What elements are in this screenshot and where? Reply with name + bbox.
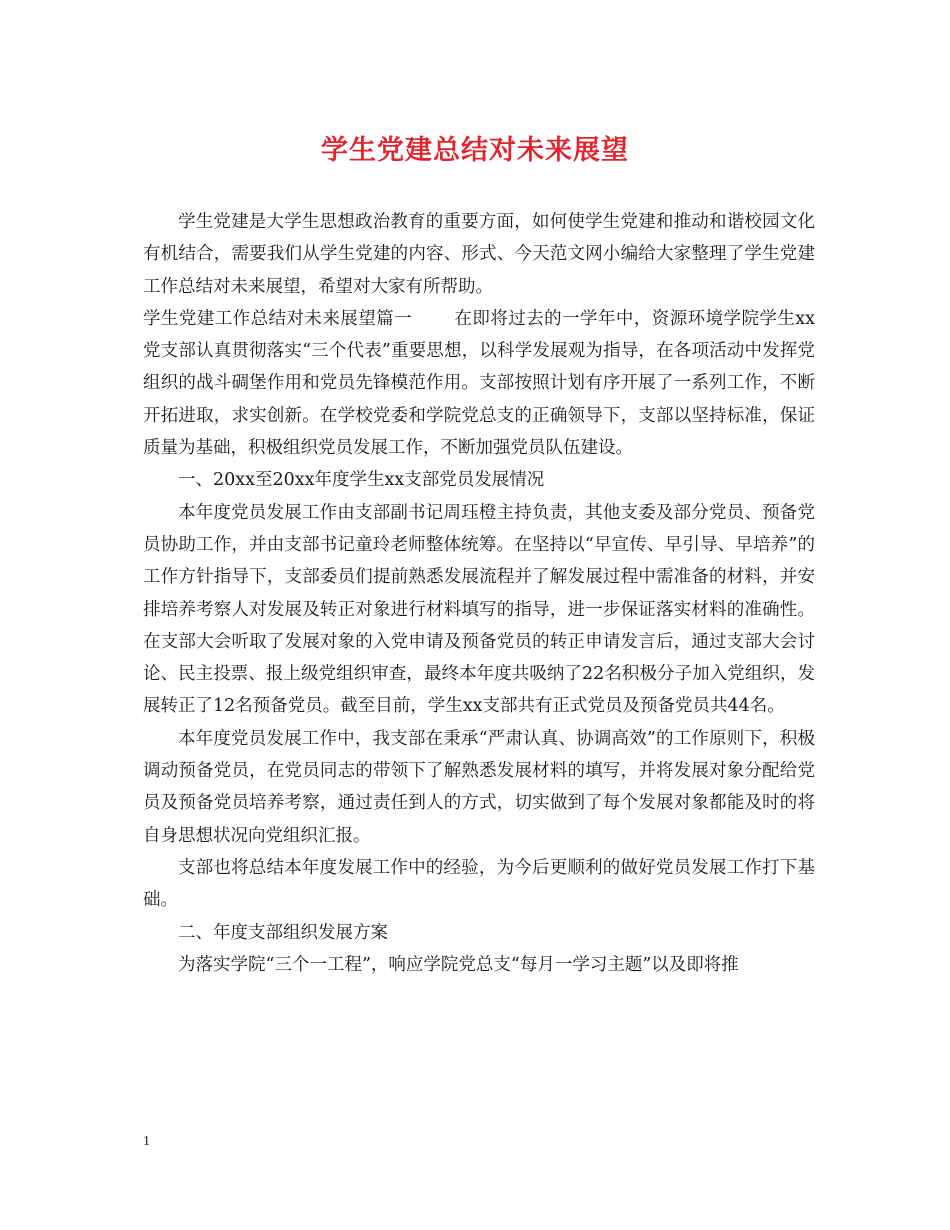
document-title: 学生党建总结对未来展望 (321, 135, 629, 166)
body-paragraph-3: 支部也将总结本年度发展工作中的经验，为今后更顺利的做好党员发展工作打下基础。 (143, 857, 815, 911)
intro-paragraph: 学生党建是大学生思想政治教育的重要方面，如何使学生党建和推动和谐校园文化有机结合，需要我们从学生党建的内容、形式、今天范文网小编给大家整理了学生党建工作总结对未来展望，希望对大家有所帮助。 (143, 212, 815, 297)
section-heading-2: 二、年度支部组织发展方案 (178, 922, 388, 943)
page-number: 1 (143, 1134, 150, 1149)
lead-label: 学生党建工作总结对未来展望篇一 (143, 308, 413, 329)
document-body (143, 206, 815, 981)
section-heading-1: 一、20xx至20xx年度学生xx支部党员发展情况 (178, 470, 545, 491)
lead-text: 在即将过去的一学年中，资源环境学院学生xx党支部认真贯彻落实“三个代表”重要思想，以科学发展观为指导，在各项活动中发挥党组织的战斗碉堡作用和党员先锋模范作用。支部按照计划有序开展了一系列工作，不断开拓进取，求实创新。在学校党委和学院党总支的正确领导下，支部以坚持标准，保证质量为基础，积极组织党员发展工作，不断加强党员队伍建设。 (143, 308, 815, 459)
lead-paragraph (143, 303, 815, 464)
body-paragraph-4: 为落实学院“三个一工程”，响应学院党总支“每月一学习主题”以及即将推 (178, 954, 739, 975)
body-paragraph-1: 本年度党员发展工作由支部副书记周珏橙主持负责，其他支委及部分党员、预备党员协助工作，并由支部书记童玲老师整体统筹。在坚持以“早宣传、早引导、早培养”的工作方针指导下，支部委员们提前熟悉发展流程并了解发展过程中需准备的材料，并安排培养考察人对发展及转正对象进行材料填写的指导，进一步保证落实材料的准确性。在支部大会听取了发展对象的入党申请及预备党员的转正申请发言后，通过支部大会讨论、民主投票、报上级党组织审查，最终本年度共吸纳了22名积极分子加入党组织，发展转正了12名预备党员。截至目前，学生xx支部共有正式党员及预备党员共44名。 (143, 502, 815, 717)
body-paragraph-2: 本年度党员发展工作中，我支部在秉承“严肃认真、协调高效”的工作原则下，积极调动预备党员，在党员同志的带领下了解熟悉发展材料的填写，并将发展对象分配给党员及预备党员培养考察，通过责任到人的方式，切实做到了每个发展对象都能及时的将自身思想状况向党组织汇报。 (143, 728, 815, 846)
